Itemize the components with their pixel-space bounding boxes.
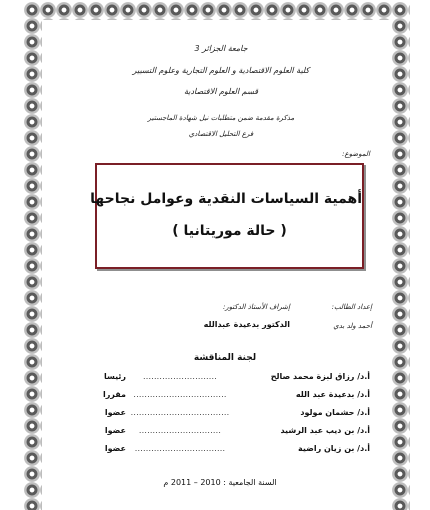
subject-label: الموضوع:	[342, 150, 370, 158]
member-name: أ.د/ بن ديب عبد الرشيد	[280, 426, 370, 435]
title-box	[90, 163, 364, 269]
member-dots: ..............................	[138, 426, 222, 435]
department-name: قسم العلوم الاقتصادية	[183, 87, 259, 96]
committee-title: لجنة المناقشة	[193, 353, 257, 363]
member-name: أ.د/ بن زيان راضية	[297, 444, 370, 453]
member-role: مقررا	[102, 390, 126, 399]
member-dots: .................................	[134, 444, 226, 453]
student-label: إعداد الطالب:	[331, 303, 372, 311]
member-name: أ.د/ بدعيدة عبد الله	[295, 390, 370, 399]
branch-name: فرع التحليل الاقتصادي	[188, 130, 254, 138]
student-name: أحمد ولد بدي	[333, 322, 372, 330]
member-dots: ..................................	[133, 390, 227, 399]
thesis-case: ( حالة موريتانيا )	[172, 223, 287, 239]
member-name: أ.د/ حشمان مولود	[300, 408, 370, 417]
member-name: أ.د/ رزاق لبزة محمد صالح	[270, 372, 370, 381]
member-dots: ...........................	[142, 372, 218, 381]
member-role: عضوا	[104, 408, 126, 417]
academic-year: السنة الجامعية : 2010 – 2011 م	[163, 478, 277, 487]
member-role: عضوا	[104, 426, 126, 435]
member-dots: ....................................	[130, 408, 230, 417]
supervisor-name: الدكتور بدعيدة عبدالله	[203, 320, 290, 329]
memo-statement: مذكرة مقدمة ضمن متطلبات نيل شهادة الماجستير	[147, 114, 295, 122]
thesis-title: أهمية السياسات النقدية وعوامل نجاحها	[90, 191, 362, 207]
member-role: رئيسا	[103, 372, 126, 381]
university-name: جامعة الجزائر 3	[194, 44, 248, 53]
member-role: عضوا	[104, 444, 126, 453]
supervisor-label: إشراف الأستاذ الدكتور:	[222, 303, 290, 311]
faculty-name: كلية العلوم الاقتصادية و العلوم التجارية وعلوم التسيير	[132, 66, 310, 75]
